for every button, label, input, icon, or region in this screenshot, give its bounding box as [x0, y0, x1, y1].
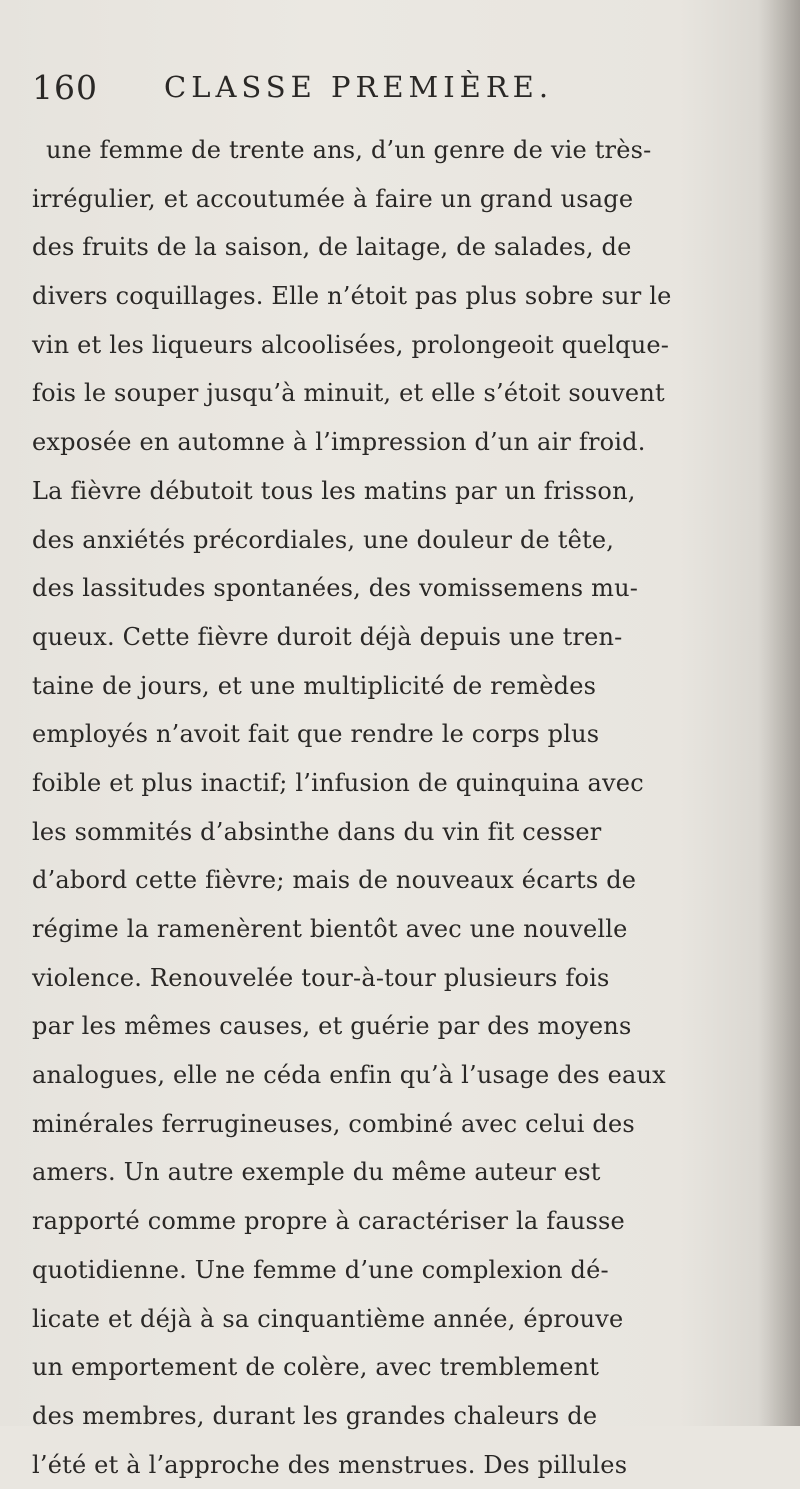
text-line: quotidienne. Une femme d’une complexion dé-	[32, 1255, 609, 1284]
page-number: 160	[32, 68, 98, 107]
text-line: des membres, durant les grandes chaleurs de	[32, 1401, 598, 1430]
text-line: amers. Un autre exemple du même auteur est	[32, 1158, 601, 1187]
text-line: des anxiétés précordiales, une douleur de tête,	[32, 525, 615, 554]
page-header	[32, 68, 752, 118]
text-line: régime la ramenèrent bientôt avec une nouvelle	[32, 915, 628, 943]
text-line: minérales ferrugineuses, combiné avec celui des	[32, 1109, 635, 1138]
text-line: l’été et à l’approche des menstrues. Des pillules	[32, 1450, 628, 1479]
text-line: des fruits de la saison, de laitage, de salades, de	[32, 233, 632, 262]
text-line: queux. Cette fièvre duroit déjà depuis une tren-	[32, 622, 623, 651]
body-text	[32, 126, 772, 1489]
text-line: exposée en automne à l’impression d’un air froid.	[32, 428, 646, 457]
text-line: licate et déjà à sa cinquantième année, éprouve	[32, 1304, 624, 1333]
text-line: vin et les liqueurs alcoolisées, prolongeoit quelque-	[32, 330, 670, 359]
running-title: CLASSE PREMIÈRE.	[164, 70, 554, 104]
text-line: une femme de trente ans, d’un genre de vie très-	[46, 136, 652, 164]
text-line: La fièvre débutoit tous les matins par un frisson,	[32, 476, 636, 505]
text-line: fois le souper jusqu’à minuit, et elle s’étoit souvent	[32, 379, 665, 408]
text-line: divers coquillages. Elle n’étoit pas plus sobre sur le	[32, 282, 672, 311]
text-line: violence. Renouvelée tour-à-tour plusieurs fois	[32, 963, 610, 992]
text-line: les sommités d’absinthe dans du vin fit cesser	[32, 817, 602, 846]
text-line: des lassitudes spontanées, des vomissemens mu-	[32, 574, 639, 603]
text-line: d’abord cette fièvre; mais de nouveaux écarts de	[32, 866, 637, 895]
text-line: employés n’avoit fait que rendre le corps plus	[32, 720, 600, 749]
text-line: rapporté comme propre à caractériser la fausse	[32, 1207, 625, 1236]
text-line: foible et plus inactif; l’infusion de quinquina avec	[32, 768, 644, 797]
text-line: taine de jours, et une multiplicité de remèdes	[32, 671, 597, 700]
text-line: analogues, elle ne céda enfin qu’à l’usage des eaux	[32, 1061, 666, 1090]
text-line: un emportement de colère, avec tremblement	[32, 1353, 600, 1382]
text-line: par les mêmes causes, et guérie par des moyens	[32, 1012, 632, 1041]
text-line: irrégulier, et accoutumée à faire un grand usage	[32, 184, 634, 213]
